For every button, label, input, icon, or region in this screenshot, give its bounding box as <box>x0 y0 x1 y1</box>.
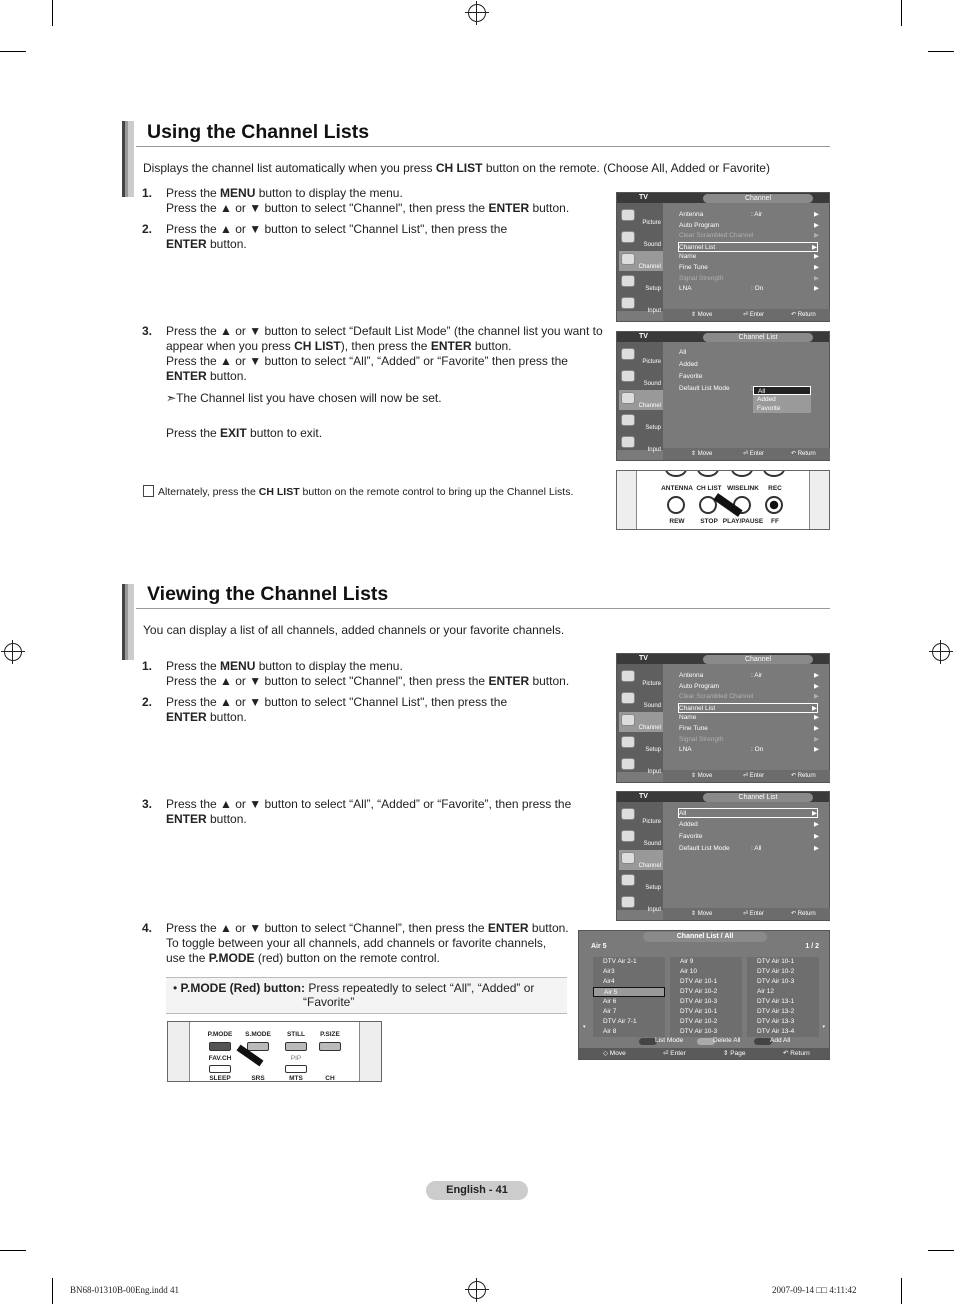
step-number: 1. <box>142 186 153 200</box>
step-number: 3. <box>142 324 153 338</box>
remote-label: SLEEP <box>209 1075 231 1082</box>
channel-item: Air 8 <box>593 1027 665 1037</box>
remote-button <box>209 1065 231 1073</box>
osd-sidebar-setup: Setup <box>619 273 663 293</box>
osd-sidebar-setup: Setup <box>619 734 663 754</box>
osd-row: Added <box>679 361 698 368</box>
osd-sidebar-setup: Setup <box>619 872 663 892</box>
picture-icon <box>621 348 635 360</box>
osd-sidebar-sound: Sound <box>619 828 663 848</box>
osd-tv-label: TV <box>639 333 648 340</box>
channel-item: Air 10 <box>670 967 742 977</box>
default-mode-popup <box>753 386 811 413</box>
arrow-note: ➣The Channel list you have chosen will now be set. <box>166 391 442 405</box>
osd-sidebar-picture: Picture <box>619 668 663 688</box>
osd-title: Channel List <box>703 333 813 342</box>
remote-illustration <box>167 1021 382 1082</box>
channel-item: DTV Air 10-2 <box>670 987 742 997</box>
step-text: Press the MENU button to display the menu. Press the ▲ or ▼ button to select "Channel", then press the ENTER button. <box>166 186 570 215</box>
osd-sidebar-channel: Channel <box>619 390 663 410</box>
osd-sidebar-input: Input <box>619 434 663 454</box>
osd-row: Added ▶ <box>679 821 819 828</box>
setup-icon <box>621 874 635 886</box>
osd-sidebar-sound: Sound <box>619 368 663 388</box>
osd-sidebar-sound: Sound <box>619 229 663 249</box>
osd-sidebar-channel: Channel <box>619 712 663 732</box>
osd-row: All <box>679 349 687 356</box>
osd-row: Auto Program ▶ <box>679 221 819 229</box>
channel-column <box>747 957 819 1037</box>
osd-sidebar-picture: Picture <box>619 207 663 227</box>
remote-label: CH <box>325 1075 335 1082</box>
color-key-label: Delete All <box>713 1037 741 1044</box>
page-indicator: 1 / 2 <box>805 943 819 950</box>
step-number: 4. <box>142 921 153 935</box>
remote-label: STILL <box>286 1031 306 1038</box>
osd-row: Name ▶ <box>679 714 819 722</box>
remote-label: FF <box>771 518 779 525</box>
slug-right: 2007-09-14 □□ 4:11:42 <box>772 1285 857 1295</box>
bottom-bar-label: ⇕ Page <box>723 1050 746 1057</box>
intro-text: You can display a list of all channels, added channels or your favorite channels. <box>143 623 565 637</box>
osd-row: Default List Mode : All ▶ <box>679 845 819 852</box>
osd-row: Fine Tune ▶ <box>679 264 819 271</box>
remote-button <box>765 496 783 514</box>
remote-illustration <box>616 470 830 530</box>
bottom-bar-label: ◇ Move <box>603 1050 626 1057</box>
osd-bottom-bar: ⇕ Move ⏎ Enter ↶ Return <box>663 309 830 321</box>
remote-label: PIP <box>290 1055 302 1062</box>
remote-label: REW <box>669 518 685 525</box>
remote-label: PLAY/PAUSE <box>722 518 764 525</box>
osd-row: Antenna : Air ▶ <box>679 672 819 679</box>
osd-row: Channel List ▶ <box>679 704 817 712</box>
note-icon <box>143 485 154 497</box>
picture-icon <box>621 670 635 682</box>
osd-bottom-bar: ⇕ Move ⏎ Enter ↶ Return <box>663 908 830 920</box>
remote-label: STOP <box>700 518 718 525</box>
remote-button <box>285 1042 307 1051</box>
registration-mark <box>932 643 950 661</box>
section-title: Using the Channel Lists <box>147 121 370 143</box>
popup-option: Favorite <box>757 405 781 412</box>
channel-item: Air 7 <box>593 1007 665 1017</box>
step-text: Press the ▲ or ▼ button to select "Channel List", then press the ENTER button. <box>166 695 508 724</box>
sound-icon <box>621 692 635 704</box>
osd-bottom-bar: ⇕ Move ⏎ Enter ↶ Return <box>663 770 830 782</box>
remote-label: FAV.CH <box>208 1055 232 1062</box>
section-title: Viewing the Channel Lists <box>147 583 389 605</box>
remote-label: ANTENNA <box>661 485 693 492</box>
channel-item: DTV Air 10-1 <box>747 957 819 967</box>
step-text: Press the ▲ or ▼ button to select “Default List Mode” (the channel list you want to appear when you press CH LIST), then press the ENTER button. Press the ▲ or ▼ button to select “All”, “Added” or “Favorite” then press the ENTER button. <box>166 324 603 383</box>
osd-row: Clear Scrambled Channel ▶ <box>679 232 819 240</box>
osd-sidebar-picture: Picture <box>619 346 663 366</box>
remote-button <box>319 1042 341 1051</box>
remote-button <box>247 1042 269 1051</box>
osd-row: Channel List ▶ <box>679 243 817 251</box>
osd-sidebar-input: Input <box>619 756 663 776</box>
channel-item: Air 12 <box>747 987 819 997</box>
osd-title: Channel <box>703 655 813 664</box>
remote-button <box>285 1065 307 1073</box>
channel-icon <box>621 714 635 726</box>
exit-note: Press the EXIT button to exit. <box>166 426 323 440</box>
remote-button <box>209 1042 231 1051</box>
color-key-label: List Mode <box>655 1037 684 1044</box>
remote-label: S.MODE <box>245 1031 271 1038</box>
registration-mark <box>468 4 486 22</box>
osd-row: Fine Tune ▶ <box>679 725 819 732</box>
remote-label: MTS <box>289 1075 303 1082</box>
left-arrow-icon: ▾ <box>583 1024 586 1030</box>
osd-row: Auto Program ▶ <box>679 682 819 690</box>
osd-channel-list-menu <box>616 791 830 921</box>
osd-channel-list-menu <box>616 331 830 461</box>
sound-icon <box>621 830 635 842</box>
channel-item: DTV Air 10-3 <box>747 977 819 987</box>
osd-tv-label: TV <box>639 655 648 662</box>
intro-text: Displays the channel list automatically when you press CH LIST button on the remote. (Choose All, Added or Favorite) <box>143 161 770 175</box>
bottom-bar-label: ↶ Return <box>783 1050 810 1057</box>
osd-sidebar-sound: Sound <box>619 690 663 710</box>
osd-row: Signal Strength ▶ <box>679 274 819 282</box>
page-number: English - 41 <box>426 1181 528 1200</box>
section-bar <box>122 121 134 197</box>
channel-icon <box>621 253 635 265</box>
osd-row: LNA : On ▶ <box>679 285 819 293</box>
input-icon <box>621 297 635 309</box>
osd-tv-label: TV <box>639 793 648 800</box>
current-channel: Air 5 <box>591 943 607 950</box>
slug-left: BN68-01310B-00Eng.indd 41 <box>70 1285 179 1295</box>
osd-sidebar-channel: Channel <box>619 850 663 870</box>
channel-item: Air4 <box>593 977 665 987</box>
channel-item: DTV Air 10-1 <box>670 977 742 987</box>
channel-item: DTV Air 10-1 <box>670 1007 742 1017</box>
osd-row: Default List Mode : <box>679 385 753 392</box>
channel-item: DTV Air 7-1 <box>593 1017 665 1027</box>
osd-row: Favorite <box>679 373 703 380</box>
osd-row: Antenna : Air ▶ <box>679 211 819 218</box>
channel-list-title: Channel List / All <box>643 932 767 942</box>
remote-label: P.SIZE <box>320 1031 340 1038</box>
channel-item: DTV Air 10-2 <box>670 1017 742 1027</box>
channel-item: DTV Air 10-2 <box>747 967 819 977</box>
remote-label: P.MODE <box>207 1031 233 1038</box>
channel-icon <box>621 392 635 404</box>
osd-row: Name ▶ <box>679 253 819 261</box>
channel-item: DTV Air 13-1 <box>747 997 819 1007</box>
step-text: Press the ▲ or ▼ button to select "Channel List", then press the ENTER button. <box>166 222 508 251</box>
setup-icon <box>621 736 635 748</box>
picture-icon <box>621 808 635 820</box>
channel-column <box>670 957 742 1037</box>
channel-item: DTV Air 13-2 <box>747 1007 819 1017</box>
channel-item: Air 6 <box>593 997 665 1007</box>
popup-option: Added <box>757 396 776 403</box>
step-number: 3. <box>142 797 153 811</box>
input-icon <box>621 896 635 908</box>
osd-channel-menu <box>616 192 830 322</box>
step-text: Press the MENU button to display the menu. Press the ▲ or ▼ button to select "Channel", then press the ENTER button. <box>166 659 570 688</box>
remote-button <box>667 496 685 514</box>
osd-row: LNA : On ▶ <box>679 746 819 754</box>
channel-item: Air 9 <box>670 957 742 967</box>
osd-title: Channel List <box>703 793 813 802</box>
channel-item: DTV Air 2-1 <box>593 957 665 967</box>
color-key-label: Add All <box>770 1037 791 1044</box>
registration-mark <box>468 1281 486 1299</box>
section-bar <box>122 584 134 660</box>
input-icon <box>621 436 635 448</box>
channel-item: DTV Air 13-3 <box>747 1017 819 1027</box>
remote-label: SRS <box>251 1075 265 1082</box>
input-icon <box>621 758 635 770</box>
osd-bottom-bar: ⇕ Move ⏎ Enter ↶ Return <box>663 448 830 460</box>
pmode-bullet: • P.MODE (Red) button: Press repeatedly to select “All”, “Added” or “Favorite” <box>166 977 567 1014</box>
step-text: Press the ▲ or ▼ button to select “Channel”, then press the ENTER button. To toggle between your all channels, add channels or favorite channels, use the P.MODE (red) button on the remote control. <box>166 921 569 965</box>
osd-title: Channel <box>703 194 813 203</box>
setup-icon <box>621 414 635 426</box>
right-arrow-icon: ▾ <box>822 1024 825 1030</box>
osd-row: Clear Scrambled Channel ▶ <box>679 693 819 701</box>
remote-label: REC <box>768 485 782 492</box>
osd-sidebar-channel: Channel <box>619 251 663 271</box>
step-number: 2. <box>142 695 153 709</box>
remote-label: WISELINK <box>727 485 759 492</box>
step-text: Press the ▲ or ▼ button to select “All”, “Added” or “Favorite”, then press the ENTER button. <box>166 797 572 826</box>
channel-item: DTV Air 10-3 <box>670 997 742 1007</box>
osd-sidebar-picture: Picture <box>619 806 663 826</box>
osd-row: Signal Strength ▶ <box>679 735 819 743</box>
osd-sidebar-input: Input <box>619 295 663 315</box>
channel-column <box>593 957 665 1037</box>
sound-icon <box>621 231 635 243</box>
registration-mark <box>4 643 22 661</box>
channel-item: DTV Air 13-4 <box>747 1027 819 1037</box>
popup-option: All <box>753 386 811 395</box>
channel-item: DTV Air 10-3 <box>670 1027 742 1037</box>
step-number: 2. <box>142 222 153 236</box>
channel-icon <box>621 852 635 864</box>
osd-tv-label: TV <box>639 194 648 201</box>
channel-item: Air3 <box>593 967 665 977</box>
channel-list-screen <box>578 930 830 1060</box>
osd-row: Favorite ▶ <box>679 833 819 840</box>
osd-row: All ▶ <box>679 810 817 817</box>
setup-icon <box>621 275 635 287</box>
osd-sidebar-setup: Setup <box>619 412 663 432</box>
osd-channel-menu <box>616 653 830 783</box>
bottom-bar-label: ⏎ Enter <box>663 1050 686 1057</box>
remote-label: CH LIST <box>696 485 722 492</box>
tip-note: Alternately, press the CH LIST button on the remote control to bring up the Channel Lists. <box>143 485 573 498</box>
channel-list-bottom-bar <box>579 1048 829 1059</box>
step-number: 1. <box>142 659 153 673</box>
picture-icon <box>621 209 635 221</box>
channel-item: Air 5 <box>593 987 665 997</box>
sound-icon <box>621 370 635 382</box>
osd-sidebar-input: Input <box>619 894 663 914</box>
